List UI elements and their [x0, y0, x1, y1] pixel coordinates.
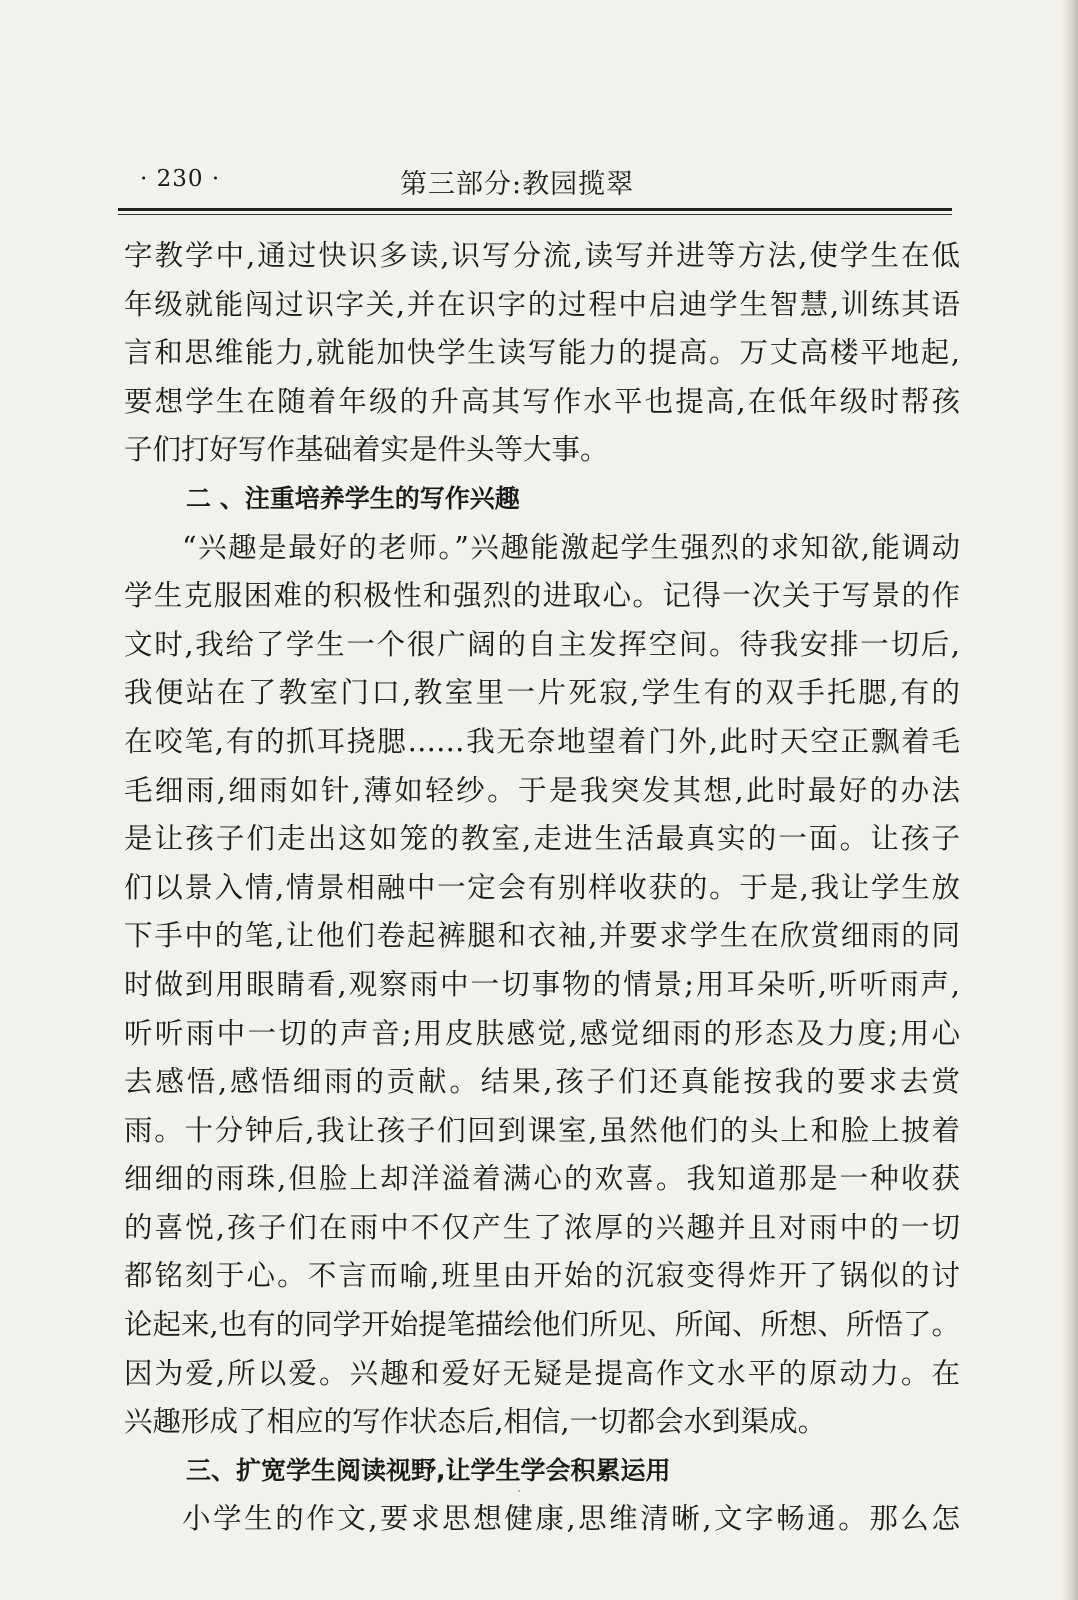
- section-heading: 二 、注重培养学生的写作兴趣: [186, 483, 520, 513]
- text-line: 们以景入情,情景相融中一定会有别样收获的。于是,我让学生放: [124, 870, 960, 904]
- text-line: 字教学中,通过快识多读,识写分流,读写并进等方法,使学生在低: [124, 239, 960, 272]
- text-line: 因为爱,所以爱。兴趣和爱好无疑是提高作文水平的原动力。在: [124, 1356, 960, 1390]
- running-title: 第三部分:教园揽翠: [400, 169, 635, 200]
- text-line: 小学生的作文,要求思想健康,思维清晰,文字畅通。那么怎: [182, 1502, 960, 1536]
- text-line: 去感悟,感悟细雨的贡献。结果,孩子们还真能按我的要求去赏: [124, 1065, 960, 1099]
- page-number: · 230 ·: [140, 166, 221, 192]
- text-line: 下手中的笔,让他们卷起裤腿和衣袖,并要求学生在欣赏细雨的同: [124, 919, 960, 953]
- text-line: 细细的雨珠,但脸上却洋溢着满心的欢喜。我知道那是一种收获: [124, 1162, 960, 1196]
- text-line: 论起来,也有的同学开始提笔描绘他们所见、所闻、所想、所悟了。: [124, 1308, 960, 1342]
- print-speck: [518, 1490, 520, 1492]
- page-edge-shadow: [1062, 0, 1078, 1600]
- text-line: 年级就能闯过识字关,并在识字的过程中启迪学生智慧,训练其语: [124, 287, 960, 321]
- text-line: 都铭刻于心。不言而喻,班里由开始的沉寂变得炸开了锅似的讨: [124, 1259, 960, 1293]
- text-line: 是让孩子们走出这如笼的教室,走进生活最真实的一面。让孩子: [124, 822, 960, 856]
- text-line: 时做到用眼睛看,观察雨中一切事物的情景;用耳朵听,听听雨声,: [124, 967, 960, 1001]
- text-line: 雨。十分钟后,我让孩子们回到课室,虽然他们的头上和脸上披着: [124, 1113, 960, 1147]
- text-line: 言和思维能力,就能加快学生读写能力的提高。万丈高楼平地起,: [124, 336, 960, 370]
- text-line: 学生克服困难的积极性和强烈的进取心。记得一次关于写景的作: [124, 579, 960, 613]
- page-header: [118, 160, 952, 202]
- text-line: 要想学生在随着年级的升高其写作水平也提高,在低年级时帮孩: [124, 384, 960, 418]
- text-line: “兴趣是最好的老师。”兴趣能激起学生强烈的求知欲,能调动: [182, 530, 960, 564]
- text-line: 子们打好写作基础着实是件头等大事。: [124, 433, 609, 467]
- text-line: 兴趣形成了相应的写作状态后,相信,一切都会水到渠成。: [124, 1405, 827, 1439]
- text-line: 我便站在了教室门口,教室里一片死寂,学生有的双手托腮,有的: [124, 676, 960, 710]
- text-line: 在咬笔,有的抓耳挠腮……我无奈地望着门外,此时天空正飘着毛: [124, 724, 960, 758]
- text-line: 听听雨中一切的声音;用皮肤感觉,感觉细雨的形态及力度;用心: [124, 1016, 960, 1050]
- header-rule-thin: [118, 214, 952, 215]
- header-rule-thick: [118, 208, 952, 211]
- body-text: [124, 232, 960, 1544]
- section-heading: 三、扩宽学生阅读视野,让学生学会积累运用: [186, 1455, 671, 1485]
- text-line: 毛细雨,细雨如针,薄如轻纱。于是我突发其想,此时最好的办法: [124, 773, 960, 807]
- text-line: 文时,我给了学生一个很广阔的自主发挥空间。待我安排一切后,: [124, 627, 960, 661]
- text-line: 的喜悦,孩子们在雨中不仅产生了浓厚的兴趣并且对雨中的一切: [124, 1210, 960, 1244]
